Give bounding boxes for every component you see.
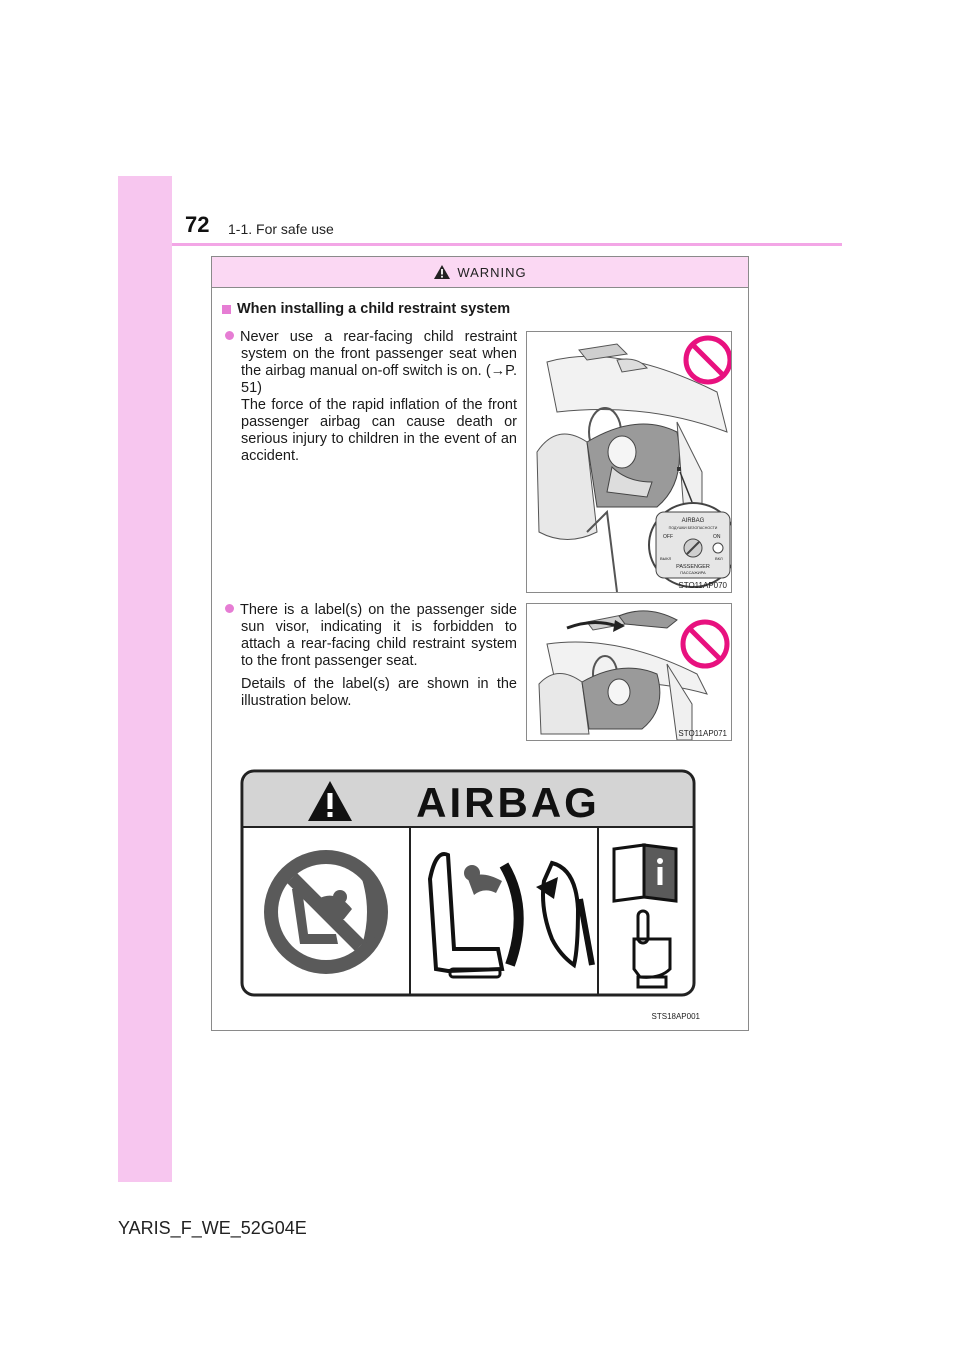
read-manual-icon xyxy=(614,845,676,901)
round-bullet-icon xyxy=(225,604,234,613)
switch-off-ru-text: ВЫКЛ xyxy=(660,556,672,561)
figure-rear-facing-seat xyxy=(526,331,732,593)
bullet-2 xyxy=(225,602,517,710)
section-title: 1-1. For safe use xyxy=(228,221,334,237)
warning-box xyxy=(211,256,749,1031)
bullet-1-line-1: Never use a rear-facing child restraint system on the front passenger seat when the airbag manual on-off switch is on. (→P. 51) xyxy=(240,329,517,396)
car-interior-illustration xyxy=(527,332,731,592)
side-band xyxy=(118,176,172,1182)
airbag-label-figure xyxy=(240,769,726,1019)
sub-heading xyxy=(222,301,510,317)
airbag-label-illustration xyxy=(240,769,726,1005)
figure-code-2: STO11AP071 xyxy=(678,729,727,738)
bullet-1 xyxy=(225,329,517,465)
sub-heading-text: When installing a child restraint system xyxy=(237,301,511,317)
sun-visor-illustration xyxy=(527,604,731,740)
model-code: YARIS_F_WE_52G04E xyxy=(118,1218,307,1238)
warning-triangle-icon xyxy=(433,264,451,280)
switch-passenger-ru-text: ПАССАЖИРА xyxy=(680,570,706,575)
figure-code-1: STO11AP070 xyxy=(678,581,727,590)
figure-code-3: STS18AP001 xyxy=(651,1012,700,1021)
figure-sun-visor xyxy=(526,603,732,741)
switch-on-text: ON xyxy=(713,534,721,540)
airbag-title: AIRBAG xyxy=(416,779,600,826)
switch-on-ru-text: ВКЛ xyxy=(715,556,723,561)
prohibition-icon xyxy=(683,622,727,666)
header-rule xyxy=(172,243,842,246)
page-number: 72 xyxy=(185,212,210,237)
switch-passenger-text: PASSENGER xyxy=(676,564,710,570)
switch-off-text: OFF xyxy=(663,534,673,540)
warning-label: WARNING xyxy=(457,264,527,280)
bullet-1-line-2: The force of the rapid inflation of the front passenger airbag can cause death or serious injury to children in the event of an accident. xyxy=(241,397,517,464)
switch-airbag-text: AIRBAG xyxy=(681,518,705,524)
square-bullet-icon xyxy=(222,305,231,314)
bullet-2-line-2: Details of the label(s) are shown in the illustration below. xyxy=(241,676,517,709)
bullet-2-line-1: There is a label(s) on the passenger side sun visor, indicating it is forbidden to attach a rear-facing child restraint system to the front passenger seat. xyxy=(240,602,517,669)
no-rear-facing-seat-icon xyxy=(264,850,388,974)
warning-header xyxy=(212,257,748,288)
prohibition-icon xyxy=(686,338,730,382)
round-bullet-icon xyxy=(225,331,234,340)
switch-airbag-ru-text: ПОДУШКИ БЕЗОПАСНОСТИ xyxy=(668,526,718,530)
